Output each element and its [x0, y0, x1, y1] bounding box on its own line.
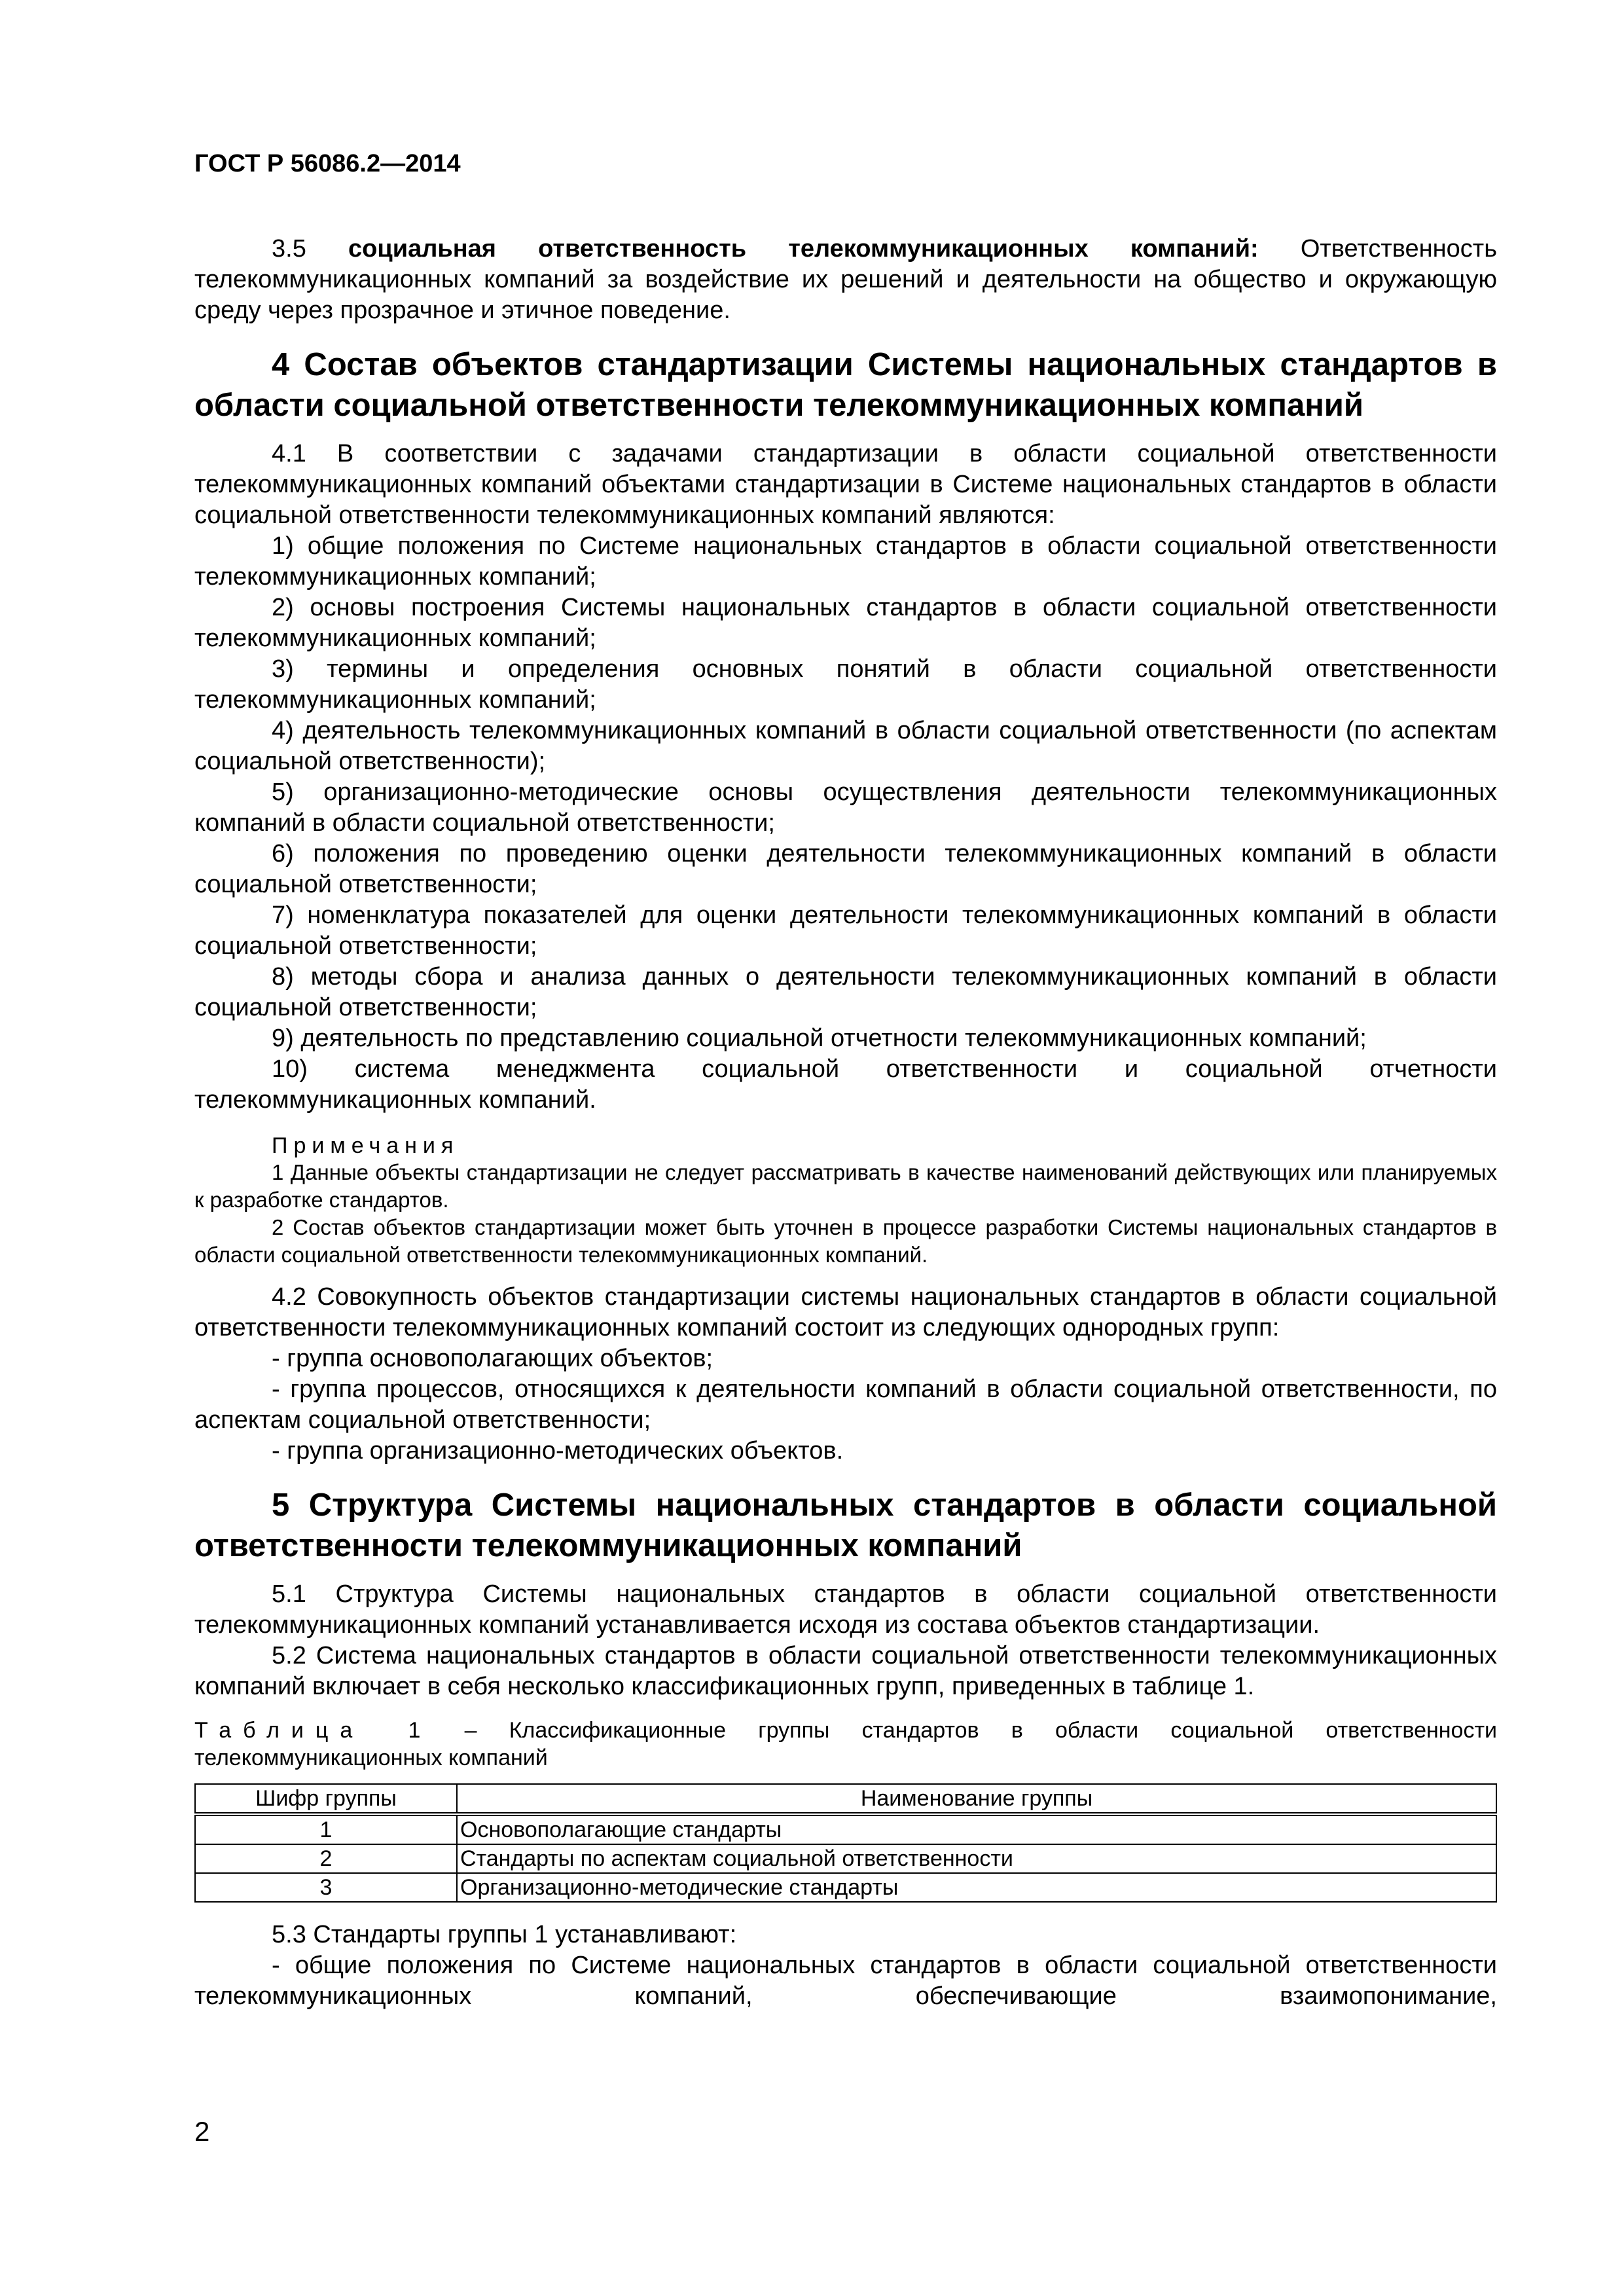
- list-item: 8) методы сбора и анализа данных о деятельности телекоммуникационных компаний в области социальной ответственности;: [194, 963, 1497, 1021]
- group-name: Стандарты по аспектам социальной ответственности: [457, 1844, 1496, 1873]
- note-item: 2 Состав объектов стандартизации может быть уточнен в процессе разработки Системы национальных стандартов в области социальной ответственности телекоммуникационных компаний.: [194, 1215, 1497, 1267]
- term: социальная ответственность телекоммуникационных компаний:: [348, 235, 1259, 263]
- clause-3-5: [194, 234, 1497, 326]
- list-item: 1) общие положения по Системе национальных стандартов в области социальной ответственности телекоммуникационных компаний;: [194, 532, 1497, 591]
- table-row: [195, 1873, 1496, 1902]
- list-item: 10) система менеджмента социальной ответственности и социальной отчетности телекоммуникационных компаний.: [194, 1055, 1497, 1114]
- section-4-title: 4 Состав объектов стандартизации Системы национальных стандартов в области социальной ответственности телекоммуникационных компаний: [194, 347, 1497, 423]
- note-item: 1 Данные объекты стандартизации не следует рассматривать в качестве наименований действующих или планируемых к разработке стандартов.: [194, 1160, 1497, 1212]
- table-row: [195, 1814, 1496, 1844]
- notes-title: Примечания: [272, 1133, 460, 1158]
- list-item: 6) положения по проведению оценки деятельности телекоммуникационных компаний в области социальной ответственности;: [194, 840, 1497, 898]
- clause-number: 3.5: [272, 235, 306, 263]
- clause-5-3: 5.3 Стандарты группы 1 устанавливают:: [272, 1921, 737, 1948]
- clause-5-1: 5.1 Структура Системы национальных стандартов в области социальной ответственности телекоммуникационных компаний устанавливается исходя из состава объектов стандартизации.: [194, 1580, 1497, 1639]
- clause-4-2: 4.2 Совокупность объектов стандартизации системы национальных стандартов в области социальной ответственности телекоммуникационных компаний состоит из следующих однородных групп:: [194, 1283, 1497, 1341]
- list-item: - общие положения по Системе национальных стандартов в области социальной ответственности телекоммуникационных компаний, обеспечивающие взаимопонимание,: [194, 1952, 1497, 2010]
- group-name: Основополагающие стандарты: [457, 1814, 1496, 1844]
- table-row: [195, 1844, 1496, 1873]
- table-header-row: [195, 1784, 1496, 1814]
- clause-5-2: 5.2 Система национальных стандартов в области социальной ответственности телекоммуникационных компаний включает в себя несколько классификационных групп, приведенных в таблице 1.: [194, 1642, 1497, 1700]
- table-caption-label: Таблица 1: [194, 1718, 433, 1743]
- column-header-code: Шифр группы: [195, 1784, 457, 1814]
- list-item: 4) деятельность телекоммуникационных компаний в области социальной ответственности (по аспектам социальной ответственности);: [194, 717, 1497, 775]
- section-5-title: 5 Структура Системы национальных стандартов в области социальной ответственности телекоммуникационных компаний: [194, 1487, 1497, 1563]
- group-item: - группа основополагающих объектов;: [272, 1345, 713, 1372]
- table-caption: [194, 1717, 1497, 1772]
- group-name: Организационно-методические стандарты: [457, 1873, 1496, 1902]
- column-header-name: Наименование группы: [457, 1784, 1496, 1814]
- group-item: - группа процессов, относящихся к деятельности компаний в области социальной ответственности, по аспектам социальной ответственности;: [194, 1376, 1497, 1434]
- group-code: 3: [195, 1873, 457, 1902]
- classification-table: [194, 1783, 1497, 1903]
- term-definition: Ответственность телекоммуникационных компаний за воздействие их решений и деятельности на общество и окружающую среду через прозрачное и этичное поведение.: [194, 235, 1497, 324]
- group-code: 2: [195, 1844, 457, 1873]
- list-item: 2) основы построения Системы национальных стандартов в области социальной ответственности телекоммуникационных компаний;: [194, 594, 1497, 652]
- group-code: 1: [195, 1814, 457, 1844]
- list-item: 9) деятельность по представлению социальной отчетности телекоммуникационных компаний;: [272, 1025, 1367, 1052]
- list-item: 7) номенклатура показателей для оценки деятельности телекоммуникационных компаний в области социальной ответственности;: [194, 902, 1497, 960]
- clause-4-1: 4.1 В соответствии с задачами стандартизации в области социальной ответственности телекоммуникационных компаний объектами стандартизации в Системе национальных стандартов в области социальной ответственности телекоммуникационных компаний являются:: [194, 440, 1497, 529]
- document-header: ГОСТ Р 56086.2—2014: [194, 150, 461, 177]
- group-item: - группа организационно-методических объектов.: [272, 1437, 844, 1465]
- list-item: 5) организационно-методические основы осуществления деятельности телекоммуникационных компаний в области социальной ответственности;: [194, 778, 1497, 837]
- page-content: [194, 147, 1497, 2012]
- list-item: 3) термины и определения основных понятий в области социальной ответственности телекоммуникационных компаний;: [194, 655, 1497, 714]
- page-number: 2: [194, 2116, 210, 2147]
- table-caption-text: – Классификационные группы стандартов в области социальной ответственности телекоммуникационных компаний: [194, 1718, 1498, 1770]
